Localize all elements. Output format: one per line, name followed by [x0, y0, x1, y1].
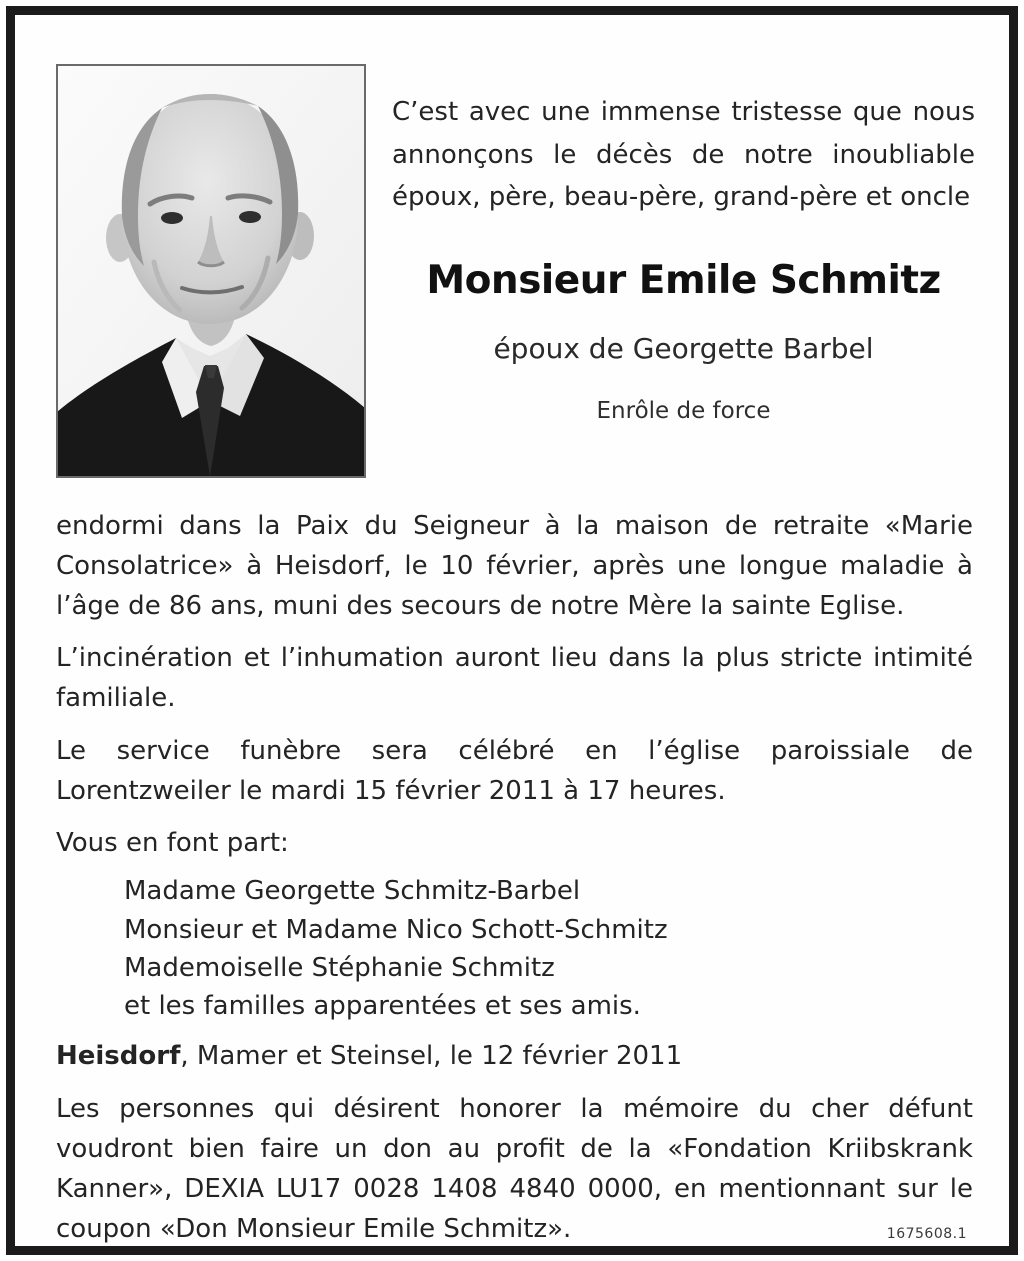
body-section [15, 478, 1009, 1249]
dateline [56, 1037, 973, 1076]
announcement-column [366, 64, 975, 478]
paragraph-donation: Les personnes qui désirent honorer la mémoire du cher défunt voudront bien faire un don au profit de la «Fondation Kriibskrank Kanner», DEXIA LU17 0028 1408 4840 0000, en mentionnant sur le coupon «Don Monsieur Emile Schmitz». [56, 1094, 973, 1244]
obituary-card [6, 6, 1018, 1255]
top-section [15, 15, 1009, 478]
paragraph-funeral-service: Le service funèbre sera célébré en l’église paroissiale de Lorentzweiler le mardi 15 février 2011 à 17 heures. [56, 735, 973, 806]
announce-label: Vous en font part: [56, 828, 289, 859]
family-member: Mademoiselle Stéphanie Schmitz [124, 952, 555, 983]
paragraph-cremation: L’incinération et l’inhumation auront lieu dans la plus stricte intimité familiale. [56, 643, 973, 714]
dateline-place: Heisdorf [56, 1041, 181, 1072]
family-list [124, 872, 973, 1025]
reference-number: 1675608.1 [886, 1226, 967, 1243]
deceased-name: Monsieur Emile Schmitz [426, 257, 941, 303]
donation-wrap [56, 1090, 973, 1249]
paragraph-death-notice: endormi dans la Paix du Seigneur à la maison de retraite «Marie Consolatrice» à Heisdorf, le 10 février, après une longue maladie à l’âge de 86 ans, muni des secours de notre Mère la sainte Eglise. [56, 511, 973, 621]
family-member: et les familles apparentées et ses amis. [124, 991, 641, 1022]
status-line: Enrôle de force [596, 397, 771, 424]
family-member: Madame Georgette Schmitz-Barbel [124, 876, 581, 907]
dateline-rest: , Mamer et Steinsel, le 12 février 2011 [180, 1041, 683, 1072]
portrait-photo [56, 64, 366, 478]
family-member: Monsieur et Madame Nico Schott-Schmitz [124, 914, 668, 945]
spouse-line: époux de Georgette Barbel [493, 331, 874, 365]
intro-paragraph: C’est avec une immense tristesse que nous annonçons le décès de notre inoubliable époux, père, beau-père, grand-père et oncle [392, 97, 975, 213]
portrait-illustration [58, 66, 364, 476]
